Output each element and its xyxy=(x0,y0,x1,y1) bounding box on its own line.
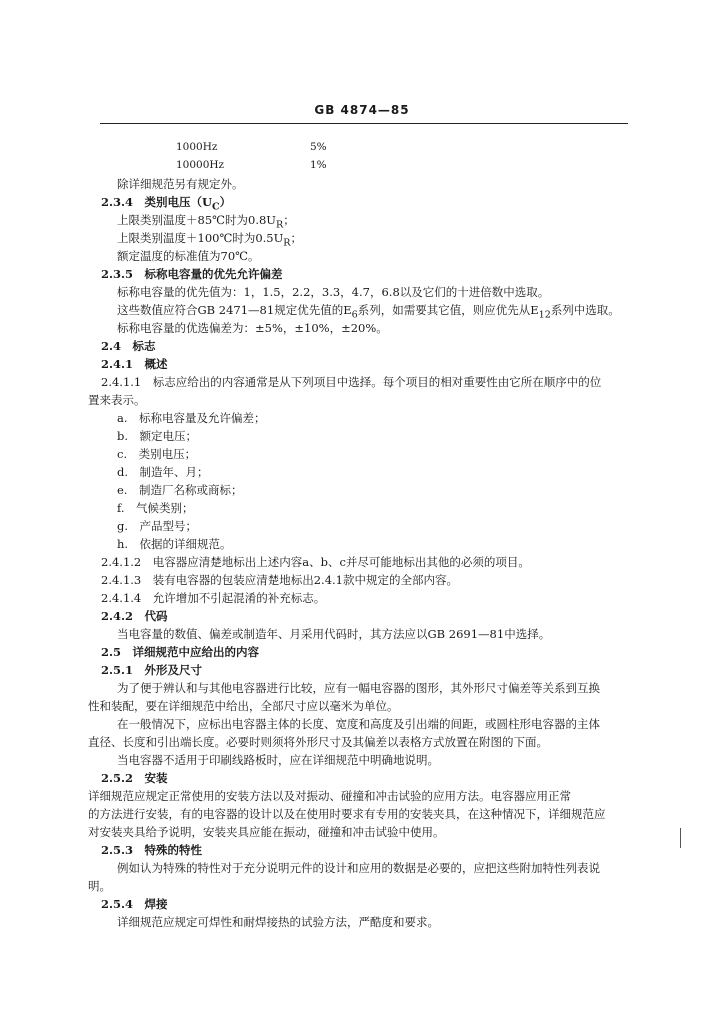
section-heading: 2.3.4 类别电压$(U_C)$ xyxy=(101,195,232,213)
section-heading: 2.4 标志 xyxy=(101,339,156,353)
body-text: 明。 xyxy=(88,879,111,893)
section-heading: 2.5.2 安装 xyxy=(101,771,168,785)
body-text: 标称电容量的优选偏差为：±5%，±10%，±20%。 xyxy=(117,321,388,335)
header-rule xyxy=(100,123,628,124)
body-text: 除详细规范另有规定外。 xyxy=(117,177,244,191)
body-text: 2.4.1.3 装有电容器的包装应清楚地标出2.4.1款中规定的全部内容。 xyxy=(101,573,458,587)
body-text: 当电容器不适用于印刷线路板时，应在详细规范中明确地说明。 xyxy=(117,753,439,767)
body-text: 这些数值应符合GB 2471—81规定优先值的$E_6$系列，如需要其它值，则应优先从$E_{12}$系列中选取。 xyxy=(117,303,620,321)
body-text: 例如认为特殊的特性对于充分说明元件的设计和应用的数据是必要的，应把这些附加特性列表说 xyxy=(117,861,600,875)
body-text: 在一般情况下，应标出电容器主体的长度、宽度和高度及引出端的间距，或圆柱形电容器的主体 xyxy=(117,717,600,731)
body-text: 性和装配，要在详细规范中给出，全部尺寸应以毫米为单位。 xyxy=(88,699,399,713)
standard-code-header: GB 4874—85 xyxy=(314,103,410,117)
section-heading: 2.5.3 特殊的特性 xyxy=(101,843,203,857)
body-text: 详细规范应规定正常使用的安装方法以及对振动、碰撞和冲击试验的应用方法。电容器应用正常 xyxy=(88,789,571,803)
list-item: e. 制造厂名称或商标； xyxy=(117,483,243,497)
body-text: 2.4.1.1 标志应给出的内容通常是从下列项目中选择。每个项目的相对重要性由它所在顺序中的位 xyxy=(101,375,602,389)
section-heading: 2.4.2 代码 xyxy=(101,609,168,623)
tolerance-1: 1% xyxy=(310,159,327,171)
frequency-1000: 1000Hz xyxy=(176,141,218,153)
margin-mark xyxy=(680,828,681,848)
section-heading: 2.4.1 概述 xyxy=(101,357,168,371)
tolerance-5: 5% xyxy=(310,141,327,153)
section-heading: 2.5.1 外形及尺寸 xyxy=(101,663,203,677)
body-text: 额定温度的标准值为70℃。 xyxy=(117,249,260,263)
body-text: 2.4.1.2 电容器应清楚地标出上述内容a、b、c并尽可能地标出其他的必须的项目。 xyxy=(101,555,530,569)
list-item: f. 气候类别； xyxy=(117,501,194,515)
frequency-10000: 10000Hz xyxy=(176,159,225,171)
list-item: g. 产品型号； xyxy=(117,519,198,533)
body-text: 标称电容量的优先值为：1，1.5，2.2，3.3，4.7，6.8以及它们的十进倍数中选取。 xyxy=(117,285,550,299)
body-text: 的方法进行安装，有的电容器的设计以及在使用时要求有专用的安装夹具，在这种情况下，详细规范应 xyxy=(88,807,606,821)
body-text: 2.4.1.4 允许增加不引起混淆的补充标志。 xyxy=(101,591,326,605)
list-item: b. 额定电压； xyxy=(117,429,198,443)
body-text: 直径、长度和引出端长度。必要时则须将外形尺寸及其偏差以表格方式放置在附图的下面。 xyxy=(88,735,548,749)
list-item: d. 制造年、月； xyxy=(117,465,209,479)
body-text: 上限类别温度＋100℃时为$0.5U_R$； xyxy=(117,231,303,249)
section-heading: 2.5 详细规范中应给出的内容 xyxy=(101,645,260,659)
list-item: a. 标称电容量及允许偏差； xyxy=(117,411,266,425)
body-text: 上限类别温度＋85℃时为$0.8U_R$； xyxy=(117,213,295,231)
section-heading: 2.5.4 焊接 xyxy=(101,897,168,911)
section-heading: 2.3.5 标称电容量的优先允许偏差 xyxy=(101,267,283,281)
list-item: c. 类别电压； xyxy=(117,447,197,461)
body-text: 为了便于辨认和与其他电容器进行比较，应有一幅电容器的图形，其外形尺寸偏差等关系到互换 xyxy=(117,681,600,695)
body-text: 详细规范应规定可焊性和耐焊接热的试验方法，严酷度和要求。 xyxy=(117,915,439,929)
list-item: h. 依据的详细规范。 xyxy=(117,537,232,551)
body-text: 置来表示。 xyxy=(88,393,146,407)
body-text: 当电容量的数值、偏差或制造年、月采用代码时，其方法应以GB 2691—81中选择。 xyxy=(117,627,551,641)
body-text: 对安装夹具给予说明，安装夹具应能在振动，碰撞和冲击试验中使用。 xyxy=(88,825,445,839)
